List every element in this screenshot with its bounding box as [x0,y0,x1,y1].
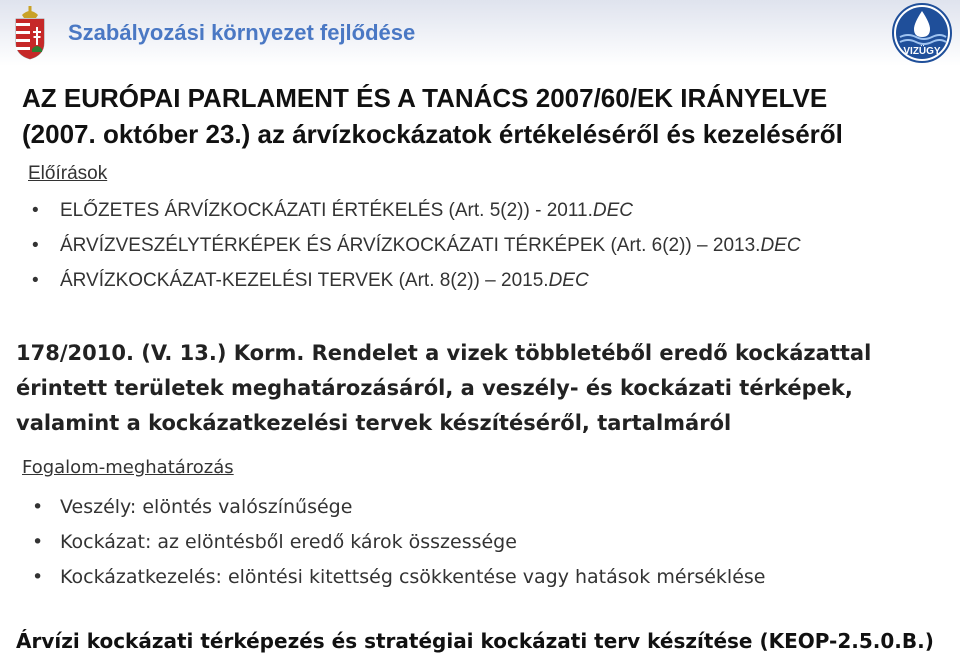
list-item: • ÁRVÍZVESZÉLYTÉRKÉPEK ÉS ÁRVÍZKOCKÁZATI TÉRKÉPEK (Art. 6(2)) – 2013.DEC [22,228,801,263]
list-item: • Veszély: elöntés valószínűsége [22,490,765,525]
directive-heading [22,80,942,152]
footer-text: Árvízi kockázati térképezés és stratégiai kockázati terv készítése (KEOP-2.5.0.B.) [16,629,934,653]
bullet-icon: • [32,235,39,256]
coat-of-arms-icon [10,5,50,61]
directive-line-2: (2007. október 23.) az árvízkockázatok értékeléséről és kezeléséről [22,119,843,149]
bullet-icon: • [32,531,44,553]
vizugy-logo-icon [888,3,956,65]
list-item: • Kockázatkezelés: elöntési kitettség csökkentése vagy hatások mérséklése [22,560,765,595]
bullet-icon: • [32,496,44,518]
definitions-list [22,490,765,595]
logo-text: VIZÜGY [903,46,941,57]
regulation-line-1: 178/2010. (V. 13.) Korm. Rendelet a vizek többletéből eredő kockázattal [16,341,872,365]
requirements-label: Előírások [28,163,108,184]
regulation-line-2: érintett területek meghatározásáról, a veszély- és kockázati térképek, [16,376,853,400]
requirements-list [22,193,801,298]
list-item: • ELŐZETES ÁRVÍZKOCKÁZATI ÉRTÉKELÉS (Art. 5(2)) - 2011.DEC [22,193,801,228]
bullet-icon: • [32,270,39,291]
list-item: • Kockázat: az elöntésből eredő károk összessége [22,525,765,560]
page-title: Szabályozási környezet fejlődése [68,20,416,45]
regulation-paragraph [16,336,871,441]
list-item: • ÁRVÍZKOCKÁZAT-KEZELÉSI TERVEK (Art. 8(2)) – 2015.DEC [22,263,801,298]
regulation-line-3: valamint a kockázatkezelési tervek készítéséről, tartalmáról [16,411,732,435]
bullet-icon: • [32,566,44,588]
bullet-icon: • [32,200,39,221]
directive-line-1: AZ EURÓPAI PARLAMENT ÉS A TANÁCS 2007/60/EK IRÁNYELVE [22,83,828,113]
definitions-label: Fogalom-meghatározás [22,457,234,478]
